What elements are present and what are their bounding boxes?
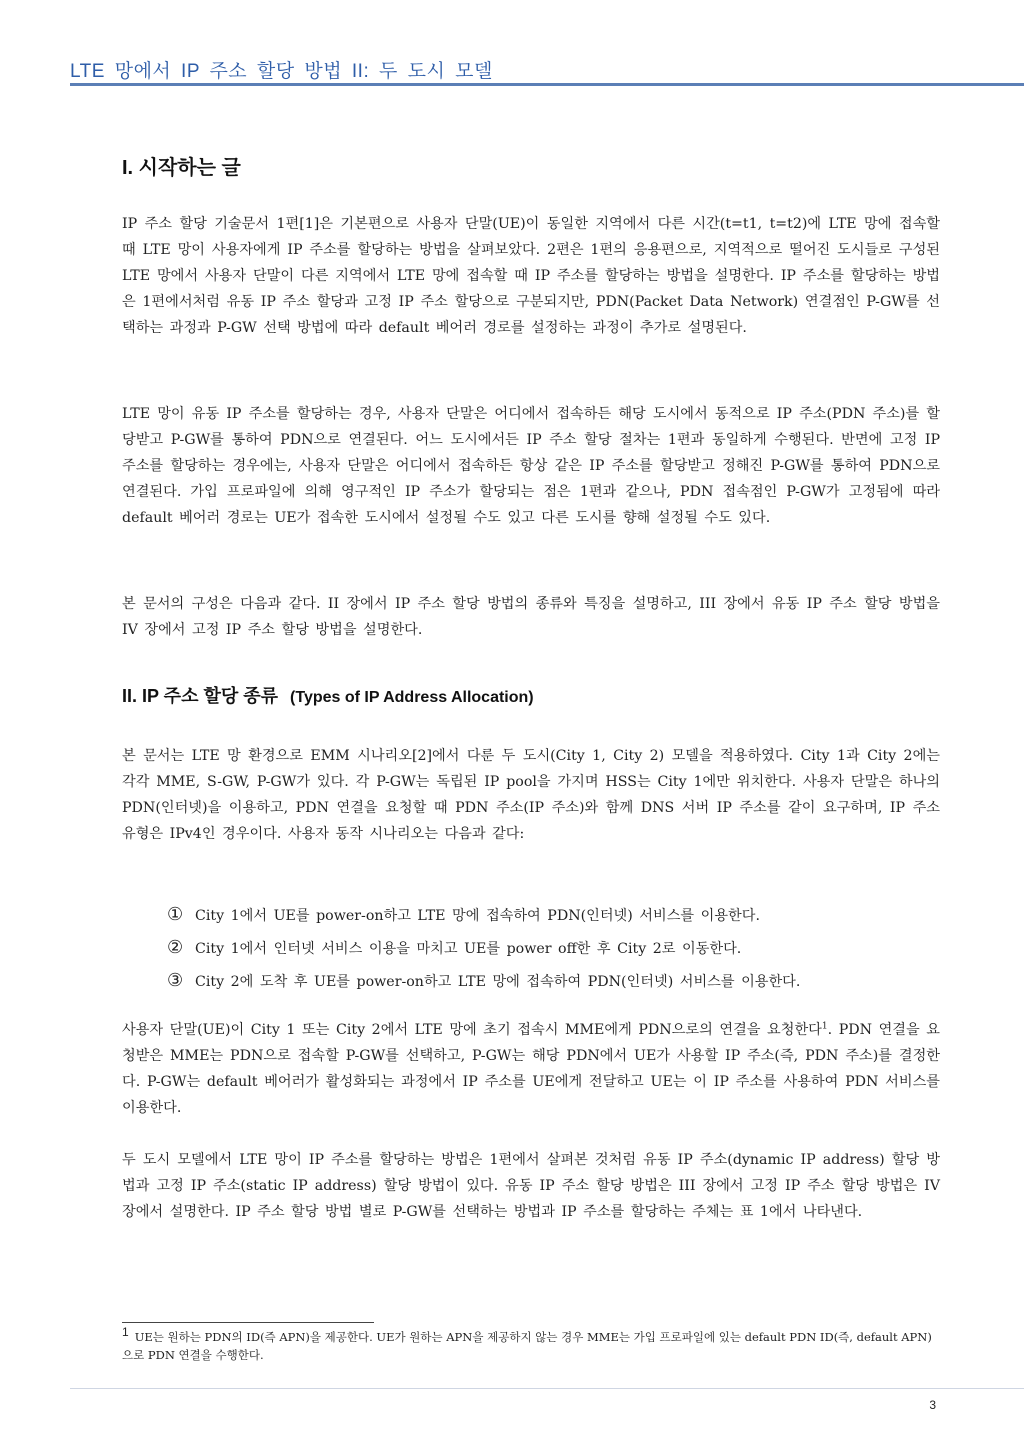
types-paragraph-1: 본 문서는 LTE 망 환경으로 EMM 시나리오[2]에서 다룬 두 도시(City 1, City 2) 모델을 적용하였다. City 1과 City 2에는 각각 MME, S-GW, P-GW가 있다. 각 P-GW는 독립된 IP pool을 가지며 HSS는 City 1에만 위치한다. 사용자 단말은 하나의 PDN(인터넷)을 이용하고, PDN 연결을 요청할 때 PDN 주소(IP 주소)와 함께 DNS 서버 IP 주소를 같이 요구하며, IP 주소 유형은 IPv4인 경우이다. 사용자 동작 시나리오는 다음과 같다:: [122, 748, 940, 842]
section-heading-types-en: (Types of IP Address Allocation): [290, 689, 534, 706]
types-paragraph-2-rest: . PDN 연결을 요청받은 MME는 PDN으로 접속할 P-GW를 선택하고, P-GW는 해당 PDN에서 UE가 사용할 IP 주소(즉, PDN 주소)를 결정한다. P-GW는 default 베어러가 활성화되는 과정에서 IP 주소를 UE에게 전달하고 UE는 이 IP 주소를 사용하여 PDN 서비스를 이용한다.: [122, 1022, 940, 1116]
step-number: ③: [167, 970, 184, 991]
step-number: ①: [167, 904, 184, 925]
footnote-separator: [122, 1322, 374, 1323]
scenario-step: [167, 932, 800, 965]
types-paragraph-2: [122, 1017, 940, 1121]
section-heading-types-ko: II. IP 주소 할당 종류: [122, 686, 279, 706]
footnote-number: 1: [122, 1325, 129, 1340]
intro-paragraph-3: 본 문서의 구성은 다음과 같다. II 장에서 IP 주소 할당 방법의 종류와 특징을 설명하고, III 장에서 유동 IP 주소 할당 방법을 IV 장에서 고정 IP 주소 할당 방법을 설명한다.: [122, 596, 940, 638]
intro-paragraph-2: LTE 망이 유동 IP 주소를 할당하는 경우, 사용자 단말은 어디에서 접속하든 해당 도시에서 동적으로 IP 주소(PDN 주소)를 할당받고 P-GW를 통하여 PDN으로 연결된다. 어느 도시에서든 IP 주소 할당 절차는 1편과 동일하게 수행된다. 반면에 고정 IP 주소를 할당하는 경우에는, 사용자 단말은 어디에서 접속하든 항상 같은 IP 주소를 할당받고 정해진 P-GW를 통하여 PDN으로 연결된다. 가입 프로파일에 의해 영구적인 IP 주소가 할당되는 점은 1편과 같으나, PDN 접속점인 P-GW가 고정됨에 따라 default 베어러 경로는 UE가 접속한 도시에서 설정될 수도 있고 다른 도시를 향해 설정될 수도 있다.: [122, 406, 940, 526]
step-text: City 1에서 인터넷 서비스 이용을 마치고 UE를 power off한 후 City 2로 이동한다.: [195, 941, 742, 957]
running-header: LTE 망에서 IP 주소 할당 방법 II: 두 도시 모델: [70, 61, 493, 82]
types-paragraph-3: 두 도시 모델에서 LTE 망이 IP 주소를 할당하는 방법은 1편에서 살펴본 것처럼 유동 IP 주소(dynamic IP address) 할당 방법과 고정 IP 주소(static IP address) 할당 방법이 있다. 유동 IP 주소 할당 방법은 III 장에서 고정 IP 주소 할당 방법은 IV 장에서 설명한다. IP 주소 할당 방법 별로 P-GW를 선택하는 방법과 IP 주소를 할당하는 주체는 표 1에서 나타낸다.: [122, 1152, 940, 1220]
step-number: ②: [167, 937, 184, 958]
step-text: City 2에 도착 후 UE를 power-on하고 LTE 망에 접속하여 PDN(인터넷) 서비스를 이용한다.: [195, 974, 801, 990]
step-text: City 1에서 UE를 power-on하고 LTE 망에 접속하여 PDN(인터넷) 서비스를 이용한다.: [195, 908, 760, 924]
page-number: 3: [929, 1398, 936, 1412]
section-heading-types: [122, 682, 534, 708]
footer-rule: [70, 1388, 1024, 1389]
scenario-step: [167, 965, 800, 998]
intro-paragraph-1: IP 주소 할당 기술문서 1편[1]은 기본편으로 사용자 단말(UE)이 동일한 지역에서 다른 시간(t=t1, t=t2)에 LTE 망에 접속할 때 LTE 망이 사용자에게 IP 주소를 할당하는 방법을 살펴보았다. 2편은 1편의 응용편으로, 지역적으로 떨어진 도시들로 구성된 LTE 망에서 사용자 단말이 다른 지역에서 LTE 망에 접속할 때 IP 주소를 할당하는 방법을 설명한다. IP 주소를 할당하는 방법은 1편에서처럼 유동 IP 주소 할당과 고정 IP 주소 할당으로 구분되지만, PDN(Packet Data Network) 연결점인 P-GW를 선택하는 과정과 P-GW 선택 방법에 따라 default 베어러 경로를 설정하는 과정이 추가로 설명된다.: [122, 216, 940, 336]
scenario-steps: [167, 899, 800, 998]
section-heading-intro: I. 시작하는 글: [122, 157, 241, 179]
types-paragraph-2-start: 사용자 단말(UE)이 City 1 또는 City 2에서 LTE 망에 초기 접속시 MME에게 PDN으로의 연결을 요청한다: [122, 1022, 822, 1038]
header-rule: [70, 83, 1024, 86]
footnote-text: UE는 원하는 PDN의 ID(즉 APN)을 제공한다. UE가 원하는 APN을 제공하지 않는 경우 MME는 가입 프로파일에 있는 default PDN ID(즉, default APN)으로 PDN 연결을 수행한다.: [122, 1330, 932, 1362]
footnote-reference[interactable]: 1: [821, 1021, 828, 1032]
footnote: [122, 1325, 940, 1364]
scenario-step: [167, 899, 800, 932]
